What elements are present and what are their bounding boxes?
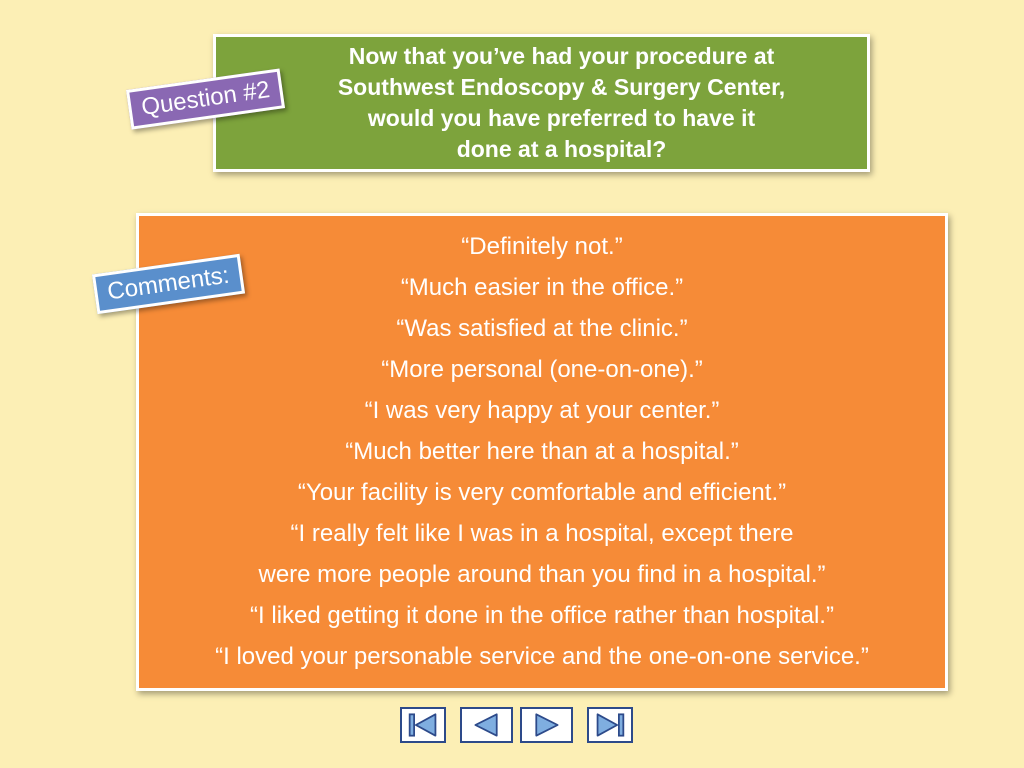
last-slide-button[interactable] bbox=[587, 707, 633, 743]
comments-box bbox=[136, 213, 948, 691]
comment-line: were more people around than you find in a hospital.” bbox=[258, 561, 826, 588]
slide-navigation bbox=[400, 707, 633, 743]
comment-line: “Your facility is very comfortable and efficient.” bbox=[297, 479, 787, 506]
comment-line: “I liked getting it done in the office rather than hospital.” bbox=[250, 602, 834, 629]
comment-line: “Much better here than at a hospital.” bbox=[345, 438, 739, 465]
comment-line: “Was satisfied at the clinic.” bbox=[396, 315, 688, 342]
question-text: Now that you’ve had your procedure at Southwest Endoscopy & Surgery Center, would you have preferred to have it done at a hospital? bbox=[337, 43, 786, 162]
question-tag: Question #2 bbox=[126, 68, 285, 129]
comment-line: “Definitely not.” bbox=[461, 233, 623, 260]
skip-to-first-icon bbox=[402, 709, 444, 741]
comments-tag: Comments: bbox=[92, 254, 245, 314]
comment-line: “I loved your personable service and the one-on-one service.” bbox=[215, 643, 869, 670]
previous-icon bbox=[462, 709, 511, 741]
next-slide-button[interactable] bbox=[520, 707, 573, 743]
first-slide-button[interactable] bbox=[400, 707, 446, 743]
comment-line: “Much easier in the office.” bbox=[400, 274, 684, 301]
next-icon bbox=[522, 709, 571, 741]
previous-slide-button[interactable] bbox=[460, 707, 513, 743]
skip-to-last-icon bbox=[589, 709, 631, 741]
comment-line: “I was very happy at your center.” bbox=[364, 397, 720, 424]
comment-line: “I really felt like I was in a hospital, except there bbox=[290, 520, 794, 547]
comment-line: “More personal (one-on-one).” bbox=[381, 356, 703, 383]
question-box bbox=[213, 34, 870, 172]
